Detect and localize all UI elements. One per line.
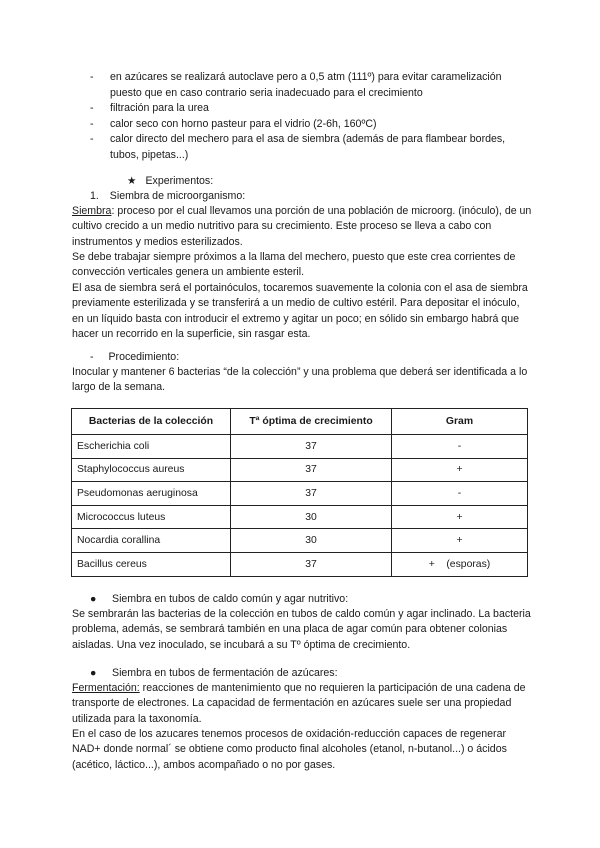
siembra-paragraph <box>72 204 532 250</box>
procedimiento-text: Procedimiento: <box>108 351 180 363</box>
fermentacion-paragraph <box>72 681 532 727</box>
bullet-icon: ● <box>90 667 97 679</box>
fermentacion-text: reacciones de mantenimiento que no requieren la participación de una cadena de transporte de electrones. La capacidad de fermentación en azúcares suele ser una propiedad utilizada para la taxonomía. <box>72 682 526 725</box>
list-item-text: calor directo del mechero para el asa de siembra (además de para flambear bordes, tubos, pipetas...) <box>110 133 506 161</box>
caldo-paragraph: Se sembrarán las bacterias de la colección en tubos de caldo común y agar inclinado. La bacteria problema, además, se sembrará también en una placa de agar común para obtener colonias aisladas. Una vez inoculado, se incubará a su Tº óptima de crecimiento. <box>72 608 531 651</box>
bacteria-name-cell: Escherichia coli <box>72 435 231 459</box>
siembra-text: : proceso por el cual llevamos una porción de una población de microorg. (inóculo), de un cultivo crecido a un medio nutritivo para su crecimiento. Este proceso se lleva a cabo con instrumentos y medios esterilizados. <box>72 205 532 248</box>
table-row <box>72 458 528 482</box>
table-row <box>72 529 528 553</box>
dash-marker: - <box>90 133 94 146</box>
bacteria-name-cell: Pseudomonas aeruginosa <box>72 482 231 506</box>
temperature-cell: 37 <box>231 482 392 506</box>
dash-marker: - <box>90 351 94 363</box>
temperature-cell: 37 <box>231 552 392 576</box>
star-icon: ★ <box>127 175 137 187</box>
list-item <box>90 101 530 117</box>
table-row <box>72 482 528 506</box>
fermentacion-heading <box>90 666 338 681</box>
sterilization-list <box>90 70 530 164</box>
experiments-heading <box>127 174 213 189</box>
caldo-heading-text: Siembra en tubos de caldo común y agar nutritivo: <box>112 593 349 605</box>
gram-cell: - <box>392 482 528 506</box>
bacteria-name-cell: Bacillus cereus <box>72 552 231 576</box>
dash-marker: - <box>90 102 94 115</box>
temperature-cell: 37 <box>231 458 392 482</box>
table-row <box>72 552 528 576</box>
temperature-cell: 30 <box>231 505 392 529</box>
list-item <box>90 132 530 163</box>
gram-cell: + <box>392 458 528 482</box>
list-item <box>90 117 530 133</box>
mechero-paragraph: Se debe trabajar siempre próximos a la llama del mechero, puesto que este crea corrientes de convección verticales genera un ambiente esteril. <box>72 251 516 279</box>
temperature-cell: 30 <box>231 529 392 553</box>
gram-cell: + (esporas) <box>392 552 528 576</box>
gram-cell: - <box>392 435 528 459</box>
bacteria-name-cell: Nocardia corallina <box>72 529 231 553</box>
bacteria-table <box>71 408 528 577</box>
procedimiento-heading <box>90 350 179 365</box>
gram-cell: + <box>392 529 528 553</box>
bacteria-name-cell: Staphylococcus aureus <box>72 458 231 482</box>
table-header-cell: Tª óptima de crecimiento <box>231 409 392 435</box>
azucares-paragraph: En el caso de los azucares tenemos procesos de oxidación-reducción capaces de regenerar NAD+ donde normal´ se obtiene como producto final alcoholes (etanol, n-butanol...) o ácidos (acético, láctico...), ambos acompañado o no por gases. <box>72 728 507 771</box>
fermentacion-term: Fermentación: <box>72 682 140 694</box>
table-row <box>72 435 528 459</box>
gram-cell: + <box>392 505 528 529</box>
dash-marker: - <box>90 71 94 83</box>
dash-marker: - <box>90 117 94 130</box>
list-item-text: en azúcares se realizará autoclave pero a 0,5 atm (111º) para evitar caramelización puesto que en caso contrario seria inadecuado para el crecimiento <box>110 71 502 99</box>
temperature-cell: 37 <box>231 435 392 459</box>
section-number: 1. <box>90 190 99 202</box>
table-header-cell: Bacterias de la colección <box>72 409 231 435</box>
section-heading <box>90 189 245 204</box>
table-header-row <box>72 409 528 435</box>
section-title: Siembra de microorganismo: <box>109 190 246 202</box>
list-item-text: calor seco con horno pasteur para el vidrio (2-6h, 160ºC) <box>110 117 377 130</box>
asa-paragraph: El asa de siembra será el portainóculos, tocaremos suavemente la colonia con el asa de siembra previamente esterilizada y se transferirá a un medio de cultivo estéril. Para depositar el inóculo, en un líquido basta con introducir el extremo y agitar un poco; en sólido sin embargo habrá que hacer un recorrido en la superficie, sin rasgar esta. <box>72 282 528 341</box>
bullet-icon: ● <box>90 593 97 605</box>
siembra-term: Siembra <box>72 205 112 217</box>
caldo-heading <box>90 592 348 607</box>
inocular-paragraph: Inocular y mantener 6 bacterias “de la colección” y una problema que deberá ser identificada a lo largo de la semana. <box>72 366 528 394</box>
bacteria-name-cell: Micrococcus luteus <box>72 505 231 529</box>
table-header-cell: Gram <box>392 409 528 435</box>
fermentacion-heading-text: Siembra en tubos de fermentación de azúcares: <box>112 667 338 679</box>
list-item-text: filtración para la urea <box>110 102 209 115</box>
table-row <box>72 505 528 529</box>
experiments-heading-text: Experimentos: <box>145 175 214 187</box>
list-item <box>90 70 530 101</box>
